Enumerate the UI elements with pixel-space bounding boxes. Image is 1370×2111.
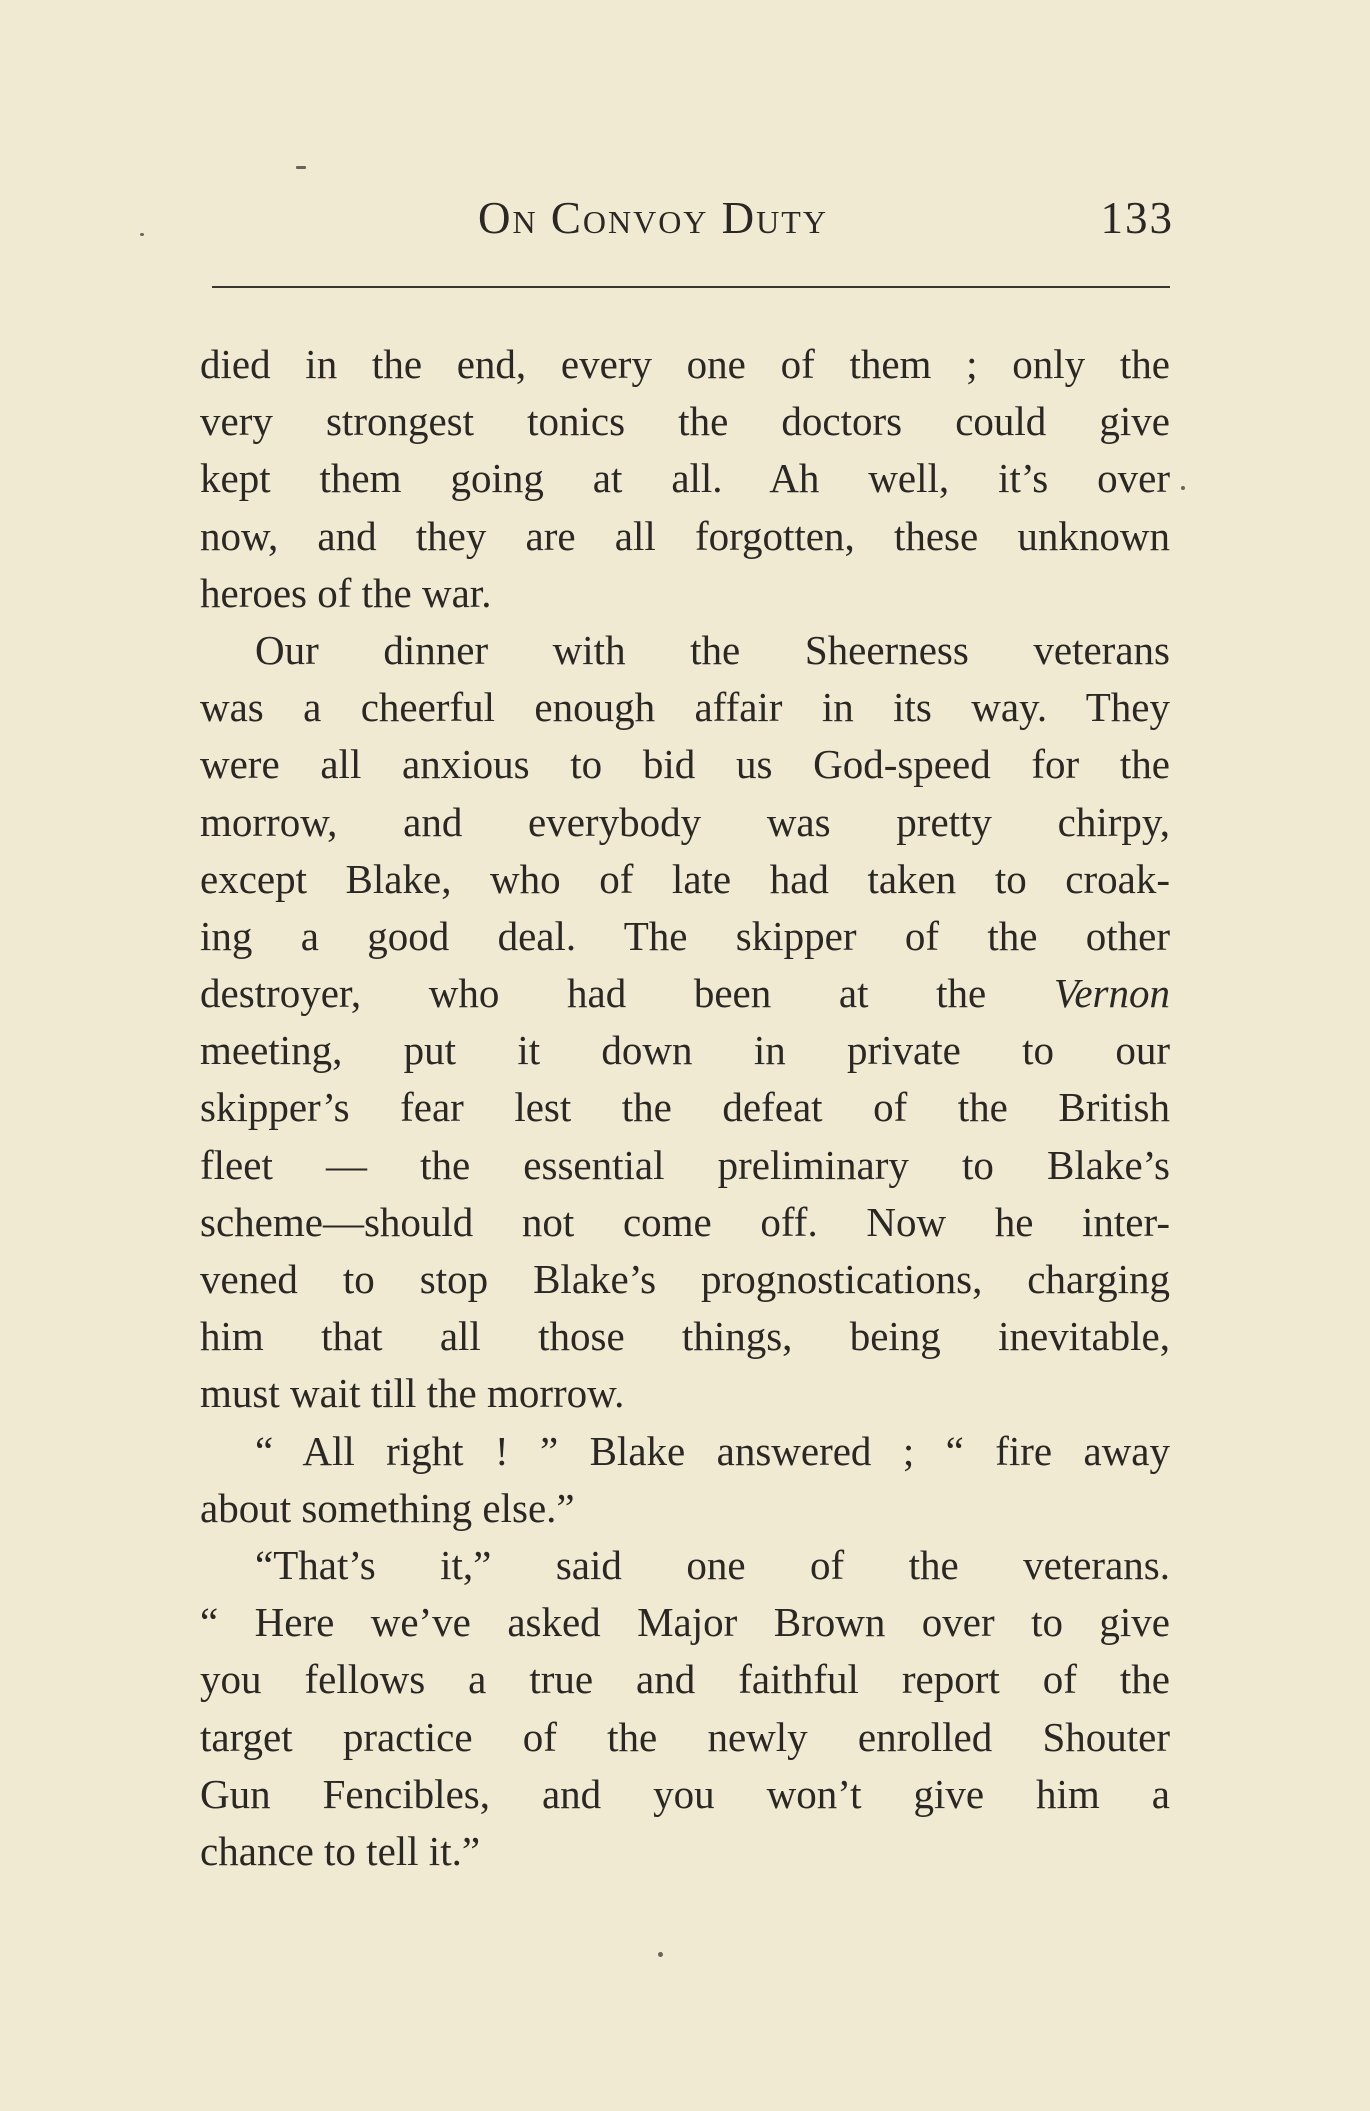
text-line: ing a good deal. The skipper of the other	[200, 912, 1170, 959]
header-rule	[212, 286, 1170, 288]
text-line	[200, 965, 1170, 1022]
paper-speck	[658, 1952, 663, 1957]
text-line: about something else.”	[200, 1484, 575, 1531]
paper-speck	[140, 233, 144, 236]
text-line: Our dinner with the Sheerness veterans	[255, 626, 1170, 673]
text-line: “That’s it,” said one of the veterans.	[255, 1541, 1170, 1588]
text-line: morrow, and everybody was pretty chirpy,	[200, 798, 1170, 845]
text-line: “ Here we’ve asked Major Brown over to give	[200, 1599, 1170, 1646]
text-line: vened to stop Blake’s prognostications, charging	[200, 1256, 1170, 1302]
text-line: now, and they are all forgotten, these unknown	[200, 512, 1170, 559]
text-line: fleet — the essential preliminary to Blake’s	[200, 1141, 1170, 1188]
paper-speck	[296, 166, 306, 169]
text-line: skipper’s fear lest the defeat of the British	[200, 1084, 1170, 1131]
text-line: scheme—should not come off. Now he inter-	[200, 1198, 1170, 1245]
text-line: was a cheerful enough affair in its way. They	[200, 684, 1170, 731]
text-line: were all anxious to bid us God-speed for the	[200, 741, 1170, 788]
running-title: On Convoy Duty	[478, 193, 828, 243]
paper-speck	[1181, 486, 1185, 490]
text-line: kept them going at all. Ah well, it’s over	[200, 455, 1170, 502]
text-line: “ All right ! ” Blake answered ; “ fire away	[255, 1427, 1170, 1474]
running-head	[0, 188, 1370, 248]
text-line: chance to tell it.”	[200, 1827, 481, 1874]
italic-ship-name: Vernon	[1053, 970, 1170, 1017]
page-number: 133	[1100, 193, 1174, 243]
text-line: heroes of the war.	[200, 569, 492, 616]
text-line: target practice of the newly enrolled Shouter	[200, 1713, 1170, 1760]
text-line: very strongest tonics the doctors could give	[200, 398, 1170, 445]
text-fragment: destroyer, who had been at the	[200, 970, 1054, 1017]
text-line: him that all those things, being inevitable,	[200, 1313, 1170, 1360]
text-line: must wait till the morrow.	[200, 1370, 625, 1417]
body-text	[200, 336, 1170, 1880]
text-line: except Blake, who of late had taken to croak-	[200, 855, 1170, 902]
text-line: died in the end, every one of them ; only the	[200, 341, 1170, 387]
text-line: you fellows a true and faithful report of the	[200, 1656, 1170, 1703]
text-line: Gun Fencibles, and you won’t give him a	[200, 1770, 1170, 1817]
text-line: meeting, put it down in private to our	[200, 1027, 1170, 1074]
